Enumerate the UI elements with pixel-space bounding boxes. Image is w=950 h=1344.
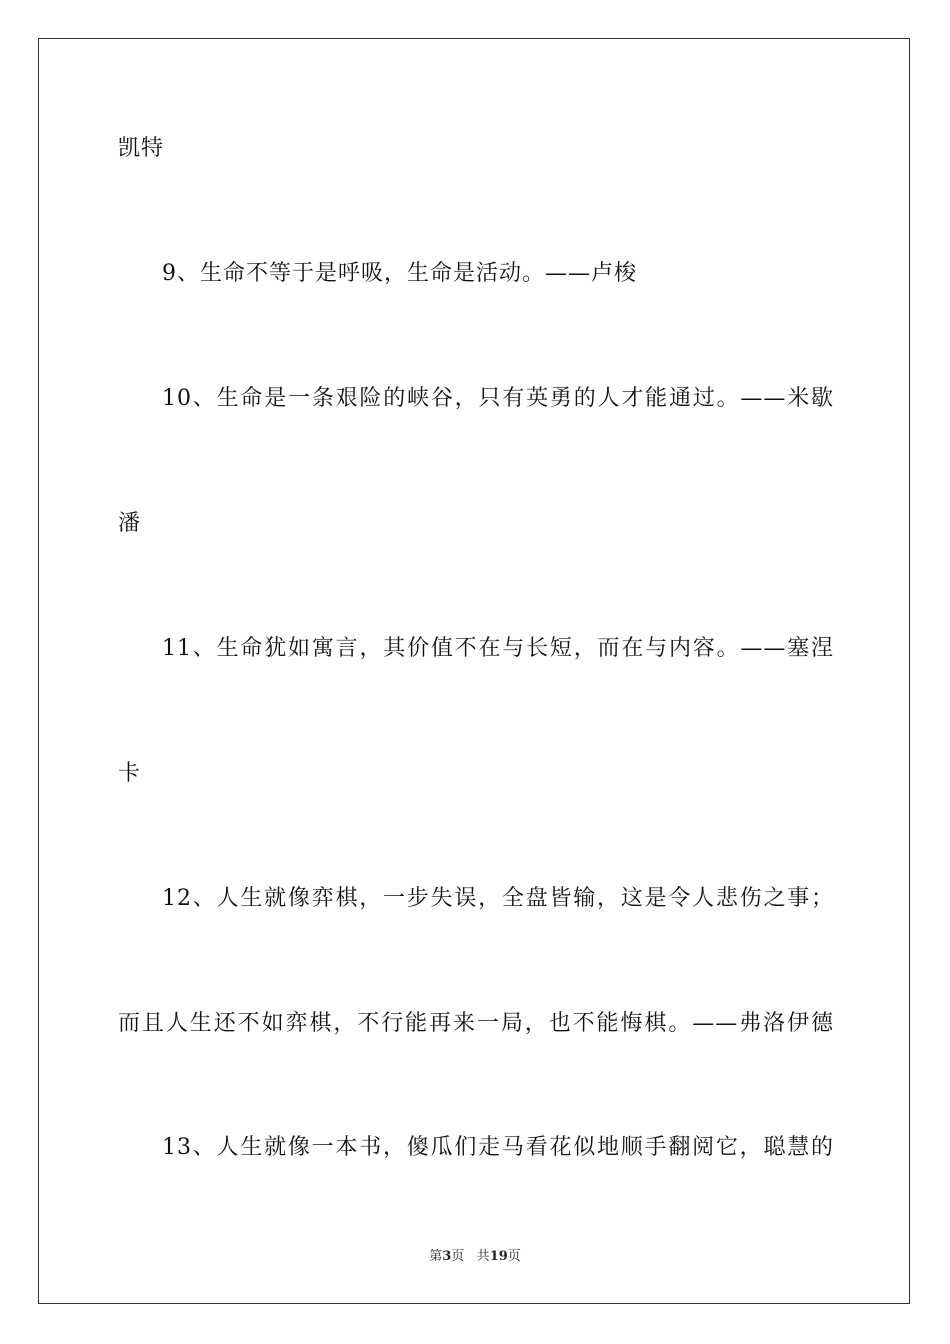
footer-total-prefix: 共 bbox=[476, 1249, 490, 1264]
footer-total-suffix: 页 bbox=[507, 1249, 521, 1264]
quote-12: 12、人生就像弈棋，一步失误，全盘皆输，这是令人悲伤之事； bbox=[162, 886, 834, 911]
text-line-4: 潘 bbox=[118, 511, 142, 536]
footer-page-prefix: 第 bbox=[429, 1249, 443, 1264]
text-line-1: 凯特 bbox=[118, 136, 165, 161]
footer-current-page: 3 bbox=[442, 1249, 452, 1264]
text-line-6: 卡 bbox=[118, 761, 142, 786]
page-border bbox=[38, 38, 910, 1304]
quote-11: 11、生命犹如寓言，其价值不在与长短，而在与内容。——塞涅 bbox=[162, 636, 834, 661]
footer-total-pages: 19 bbox=[489, 1249, 508, 1264]
page-footer bbox=[0, 1248, 950, 1266]
quote-9: 9、生命不等于是呼吸，生命是活动。——卢梭 bbox=[162, 261, 637, 286]
footer-page-suffix: 页 bbox=[451, 1249, 465, 1264]
quote-13: 13、人生就像一本书，傻瓜们走马看花似地顺手翻阅它，聪慧的 bbox=[162, 1135, 834, 1160]
quote-10: 10、生命是一条艰险的峡谷，只有英勇的人才能通过。——米歇 bbox=[162, 386, 834, 411]
quote-12-continued: 而且人生还不如弈棋，不行能再来一局，也不能悔棋。——弗洛伊德 bbox=[118, 1011, 834, 1036]
